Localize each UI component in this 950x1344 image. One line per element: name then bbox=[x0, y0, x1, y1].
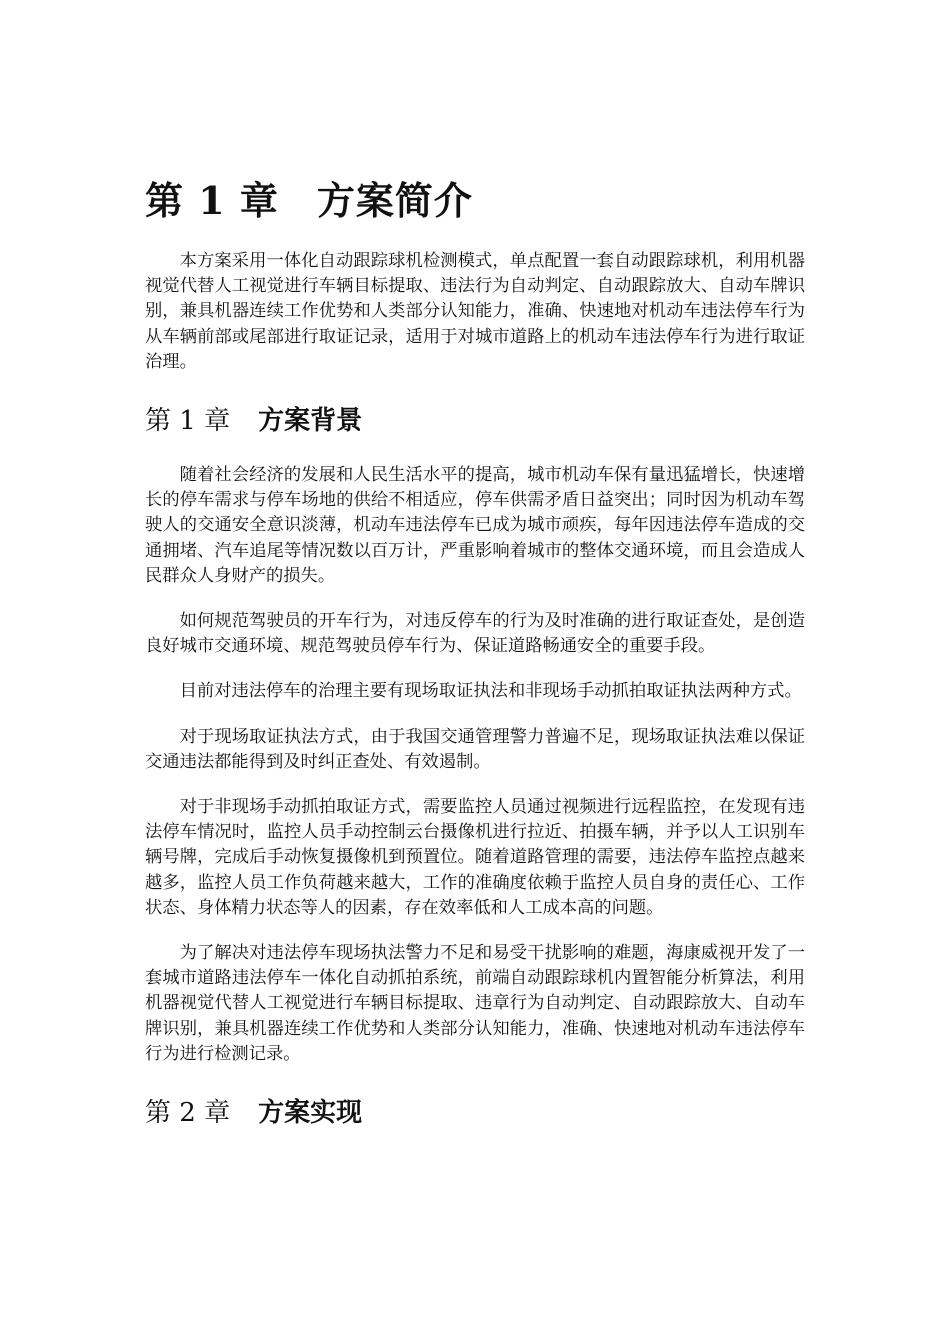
chapter-heading-implementation bbox=[145, 1093, 805, 1133]
body-paragraph: 为了解决对违法停车现场执法警力不足和易受干扰影响的难题，海康威视开发了一套城市道路违法停车一体化自动抓拍系统，前端自动跟踪球机内置智能分析算法，利用机器视觉代替人工视觉进行车辆目标提取、违章行为自动判定、自动跟踪放大、自动车牌识别，兼具机器连续工作优势和人类部分认知能力，准确、快速地对机动车违法停车行为进行检测记录。 bbox=[145, 943, 805, 1064]
chapter-number: 第 2 章 bbox=[145, 1098, 231, 1129]
chapter-title: 方案实现 bbox=[258, 1098, 363, 1129]
chapter-heading-intro bbox=[145, 175, 805, 227]
chapter-number: 第 1 章 bbox=[145, 406, 231, 437]
chapter-title: 方案简介 bbox=[316, 178, 473, 223]
body-paragraph: 如何规范驾驶员的开车行为，对违反停车的行为及时准确的进行取证查处，是创造良好城市交通环境、规范驾驶员停车行为、保证道路畅通安全的重要手段。 bbox=[145, 611, 805, 657]
chapter-heading-background bbox=[145, 401, 805, 441]
body-paragraph: 目前对违法停车的治理主要有现场取证执法和非现场手动抓拍取证执法两种方式。 bbox=[179, 681, 802, 702]
chapter-number: 第 1 章 bbox=[145, 178, 279, 223]
intro-paragraph: 本方案采用一体化自动跟踪球机检测模式，单点配置一套自动跟踪球机，利用机器视觉代替人工视觉进行车辆目标提取、违法行为自动判定、自动跟踪放大、自动车牌识别，兼具机器连续工作优势和人类部分认知能力，准确、快速地对机动车违法停车行为从车辆前部或尾部进行取证记录，适用于对城市道路上的机动车违法停车行为进行取证治理。 bbox=[145, 251, 805, 372]
body-paragraph: 对于非现场手动抓拍取证方式，需要监控人员通过视频进行远程监控，在发现有违法停车情况时，监控人员手动控制云台摄像机进行拉近、拍摄车辆，并予以人工识别车辆号牌，完成后手动恢复摄像机到预置位。随着道路管理的需要，违法停车监控点越来越多，监控人员工作负荷越来越大，工作的准确度依赖于监控人员自身的责任心、工作状态、身体精力状态等人的因素，存在效率低和人工成本高的问题。 bbox=[145, 797, 805, 918]
body-paragraph: 对于现场取证执法方式，由于我国交通管理警力普遍不足，现场取证执法难以保证交通违法都能得到及时纠正查处、有效遏制。 bbox=[145, 726, 805, 772]
body-paragraph: 随着社会经济的发展和人民生活水平的提高，城市机动车保有量迅猛增长，快速增长的停车需求与停车场地的供给不相适应，停车供需矛盾日益突出；同时因为机动车驾驶人的交通安全意识淡薄，机动车违法停车已成为城市顽疾，每年因违法停车造成的交通拥堵、汽车追尾等情况数以百万计，严重影响着城市的整体交通环境，而且会造成人民群众人身财产的损失。 bbox=[145, 465, 805, 586]
document-page bbox=[145, 175, 805, 1133]
chapter-title: 方案背景 bbox=[258, 406, 363, 437]
